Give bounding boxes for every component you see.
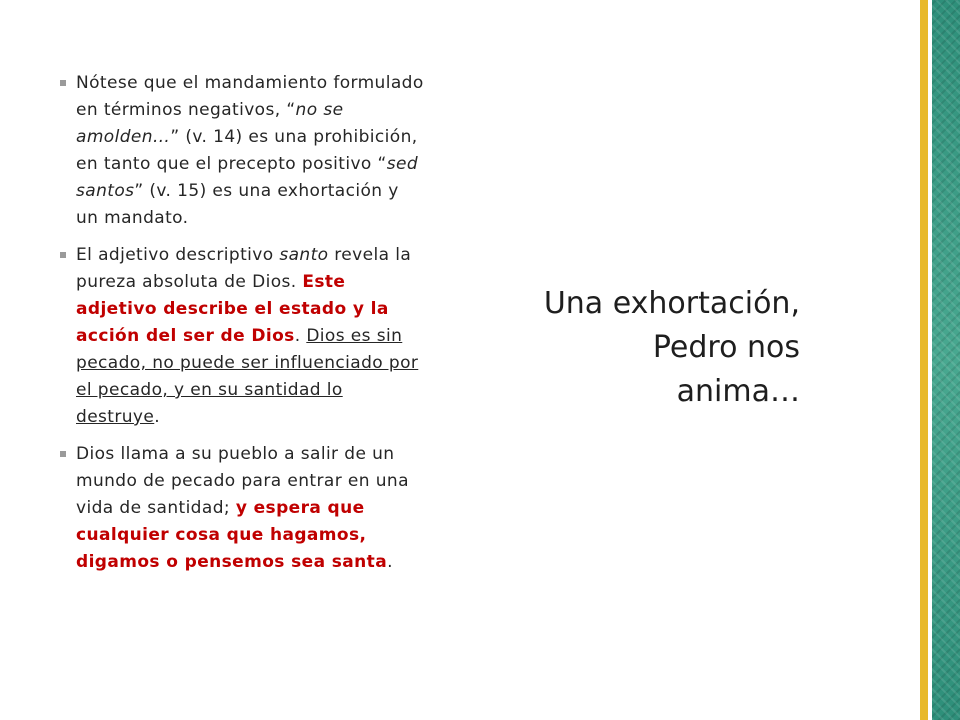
- bullet-item-1: [56, 70, 426, 232]
- text: revela la pureza absoluta de Dios.: [76, 245, 412, 292]
- title-line-3: anima…: [676, 374, 800, 409]
- slide-title: [470, 282, 800, 414]
- square-bullet-icon: [60, 252, 66, 258]
- highlight-red: y espera que cualquier cosa que hagamos, digamos o pensemos sea santa: [76, 498, 388, 572]
- bullet-list: [56, 70, 426, 586]
- bullet-item-2: [56, 242, 426, 431]
- title-line-2: Pedro nos: [652, 330, 800, 365]
- text: Nótese que el mandamiento formulado en términos negativos, “: [76, 73, 424, 120]
- text: .: [387, 552, 393, 572]
- text: Dios llama a su pueblo a salir de un mundo de pecado para entrar en una vida de santidad;: [76, 444, 409, 518]
- text: .: [154, 407, 161, 427]
- highlight-red: Este adjetivo describe el estado y la acción del ser de Dios: [76, 272, 389, 346]
- decorative-gold-stripe: [920, 0, 928, 720]
- title-line-1: Una exhortación,: [543, 286, 800, 321]
- text: ” (v. 14) es una prohibición, en tanto que el precepto positivo “: [76, 127, 418, 174]
- square-bullet-icon: [60, 80, 66, 86]
- quote-italic: no se amolden…: [76, 100, 344, 147]
- quote-italic: sed santos: [76, 154, 419, 201]
- bullet-item-3: [56, 441, 426, 576]
- underlined-text: Dios es sin pecado, no puede ser influenciado por el pecado, y en su santidad lo destruye: [76, 326, 419, 427]
- italic-word: santo: [279, 245, 329, 265]
- decorative-teal-band: [932, 0, 960, 720]
- text: ” (v. 15) es una exhortación y un mandato.: [76, 181, 399, 228]
- square-bullet-icon: [60, 451, 66, 457]
- text: .: [294, 326, 307, 346]
- text: El adjetivo descriptivo: [76, 245, 280, 265]
